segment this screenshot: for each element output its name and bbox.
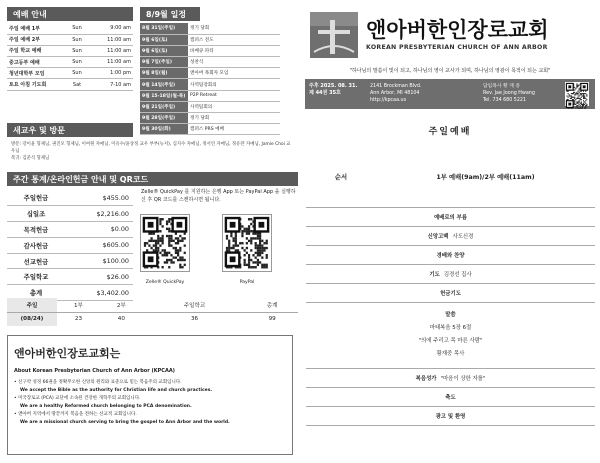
church-logo-icon: [310, 12, 358, 58]
attendance-table: [7, 298, 298, 326]
offering-label: 선교헌금: [7, 253, 65, 269]
attendance-value: 99: [268, 316, 276, 323]
visitors-note: 복귀: 김준석 형제님: [11, 156, 50, 161]
about-title: 앤아버한인장로교회는: [14, 347, 121, 360]
worship-name: 토요 아침 기도회: [7, 79, 65, 90]
church-qr-pattern: [565, 82, 589, 110]
pastor-info: [483, 83, 535, 104]
schedule-date: 9월 7일(주일): [140, 57, 188, 68]
zelle-qr-code: [140, 214, 190, 272]
worship-row: [7, 34, 133, 45]
church-qr-code: [565, 82, 589, 106]
schedule-row: [140, 23, 280, 34]
worship-name: 주일 학교 예배: [7, 45, 65, 56]
schedule-event: 앤아버 목회자 모임: [188, 68, 280, 79]
service-item-label: 헌금기도: [440, 291, 461, 297]
worship-name: 주일 예배 2부: [7, 34, 65, 45]
worship-time: 11:00 am: [89, 57, 133, 68]
bulletin-info-bar: [305, 79, 595, 109]
attendance-header: 총계: [246, 298, 298, 312]
about-box: [7, 335, 293, 455]
schedule-row: [140, 57, 280, 68]
monthly-schedule-title: 8/9월 일정: [140, 7, 200, 21]
schedule-date: 9월 14일(주일): [140, 79, 188, 90]
service-item-row: [306, 208, 595, 227]
schedule-row: [140, 79, 280, 90]
service-item-label: 경배와 찬양: [436, 253, 465, 259]
benediction-label: 축도: [445, 395, 456, 401]
church-name-english: KOREAN PRESBYTERIAN CHURCH OF ANN ARBOR: [366, 44, 548, 51]
worship-schedule-title: 예배 안내: [7, 7, 133, 21]
schedule-date: 9월 30일(화): [140, 124, 188, 135]
offering-amount: $0.00: [65, 222, 133, 238]
worship-day: Sun: [65, 34, 89, 45]
phone: Tel. 734 680 5221: [483, 98, 527, 103]
attendance-date: (08/24): [7, 312, 57, 326]
schedule-date: 9월 6일(토): [140, 45, 188, 56]
attendance-label: 주일: [7, 298, 57, 312]
church-name-korean: 앤아버한인장로교회: [366, 18, 549, 42]
monthly-schedule: [140, 7, 298, 135]
worship-time: 11:00 am: [89, 45, 133, 56]
announcements-row: [306, 407, 595, 426]
service-item-label: 신앙고백: [427, 234, 449, 240]
schedule-event: 캠퍼스 전도: [188, 34, 280, 45]
schedule-date: 9월 15-18일(월-목): [140, 90, 188, 101]
service-header-row: [306, 146, 595, 208]
about-line: • 신구약 성경 66권을 정확무오한 신앙의 원리와 표준으로 믿는 복음주의 교회입니다.: [14, 380, 182, 385]
worship-name: 청년대학부 모임: [7, 68, 65, 79]
offering-section: [7, 172, 298, 298]
bulletin-number: 제 44권 35호: [309, 90, 341, 96]
offering-amount: $100.00: [65, 253, 133, 269]
right-column: [300, 0, 600, 463]
offering-row: [7, 237, 133, 253]
worship-name: 중고등부 예배: [7, 57, 65, 68]
service-item-row: [306, 227, 595, 246]
about-line: We are a healthy Reformed church belonging to PCA denomination.: [20, 404, 192, 409]
paypal-qr-pattern: [223, 215, 271, 271]
worship-day: Sun: [65, 68, 89, 79]
offering-label: 주일학교: [7, 269, 65, 285]
order-of-service: [306, 146, 595, 426]
schedule-date: 9월 6일(토): [140, 34, 188, 45]
offering-amount: $455.00: [65, 190, 133, 206]
worship-time: 7-10 am: [89, 79, 133, 90]
offering-row: [7, 206, 133, 222]
order-value: 1부 예배(9am)/2부 예배(11am): [436, 174, 535, 181]
schedule-row: [140, 90, 280, 101]
offering-table: [7, 190, 133, 301]
attendance-header: 주일학교: [143, 298, 246, 312]
announcements-label: 광고 및 환영: [435, 414, 466, 420]
schedule-event: 성찬식: [188, 57, 280, 68]
schedule-event: 정기 당회: [188, 113, 280, 124]
worship-day: Sat: [65, 79, 89, 90]
worship-row: [7, 68, 133, 79]
service-title: 주일예배: [428, 127, 472, 137]
worship-row: [7, 45, 133, 56]
offering-label: 주일헌금: [7, 190, 65, 206]
service-item-label: 기도: [429, 272, 440, 278]
worship-time: 9:00 am: [89, 23, 133, 34]
online-giving-note: Zelle® QuickPay 를 지원하는 은행 App 또는 PayPal App 을 실행하신 후 QR 코드를 스캔하시면 됩니다.: [141, 189, 296, 203]
visitors-text: 방문: 강이윤 형제님, 권진모 형제님, 이여원 자매님, 이유수/윤상정 교우 부부(뉴저), 심지수 자매님, 정서연 자매님, 정유란 자매님, Jamie Choi 교우님: [11, 142, 291, 154]
paypal-qr-code: [222, 214, 272, 272]
attendance-value: 23: [74, 316, 83, 323]
worship-row: [7, 23, 133, 34]
offering-label: 총계: [7, 285, 65, 301]
address-line: Ann Arbor, MI 48104: [370, 91, 420, 96]
worship-time: 11:00 am: [89, 34, 133, 45]
bulletin-info: [309, 83, 357, 97]
visitors-title: 새교우 및 방문: [7, 123, 133, 137]
sermon-title: "의에 주리고 목 마른 사람": [418, 338, 483, 344]
zelle-qr-pattern: [141, 215, 189, 271]
website: http://kpcaa.us: [370, 98, 407, 103]
service-item-row: [306, 284, 595, 303]
response-label: 복음성가: [415, 376, 437, 382]
schedule-event: P2P Retreat: [188, 90, 280, 101]
about-line: • 미국장로교 (PCA) 교단에 소속된 건강한 개혁주의 교회입니다.: [14, 396, 141, 401]
sermon-scripture: 마태복음 5장 6절: [429, 325, 472, 331]
offering-title: 주간 통계/온라인헌금 안내 및 QR코드: [7, 172, 298, 186]
schedule-row: [140, 101, 280, 112]
service-item-person: 사도신경: [452, 234, 474, 240]
attendance-value: 40: [117, 316, 125, 323]
response-song: "마음이 상한 자를": [440, 376, 486, 382]
offering-label: 목적헌금: [7, 222, 65, 238]
schedule-date: 9월 28일(주일): [140, 113, 188, 124]
bulletin-date: 주후 2025. 08. 31.: [309, 83, 358, 89]
offering-row: [7, 222, 133, 238]
schedule-row: [140, 68, 280, 79]
attendance-header: 1부: [57, 298, 100, 312]
offering-amount: $2,216.00: [65, 206, 133, 222]
offering-label: 감사헌금: [7, 237, 65, 253]
schedule-event: 사역팀회의: [188, 101, 280, 112]
worship-day: Sun: [65, 23, 89, 34]
service-item-row: [306, 246, 595, 265]
worship-day: Sun: [65, 45, 89, 56]
sermon-preacher: 황재중 목사: [436, 351, 465, 357]
offering-row: [7, 269, 133, 285]
service-item-person: 김경선 집사: [443, 272, 472, 278]
schedule-event: 사역팀장회의: [188, 79, 280, 90]
visitors-section: [7, 123, 298, 162]
worship-schedule-table: [7, 23, 133, 91]
order-label: 순서: [334, 174, 348, 181]
offering-row: [7, 190, 133, 206]
pastor-english: Rev. Jae Joong Hwang: [483, 91, 535, 96]
schedule-row: [140, 34, 280, 45]
schedule-event: 캠퍼스 PRS 예배: [188, 124, 280, 135]
address-line: 2141 Brockman Blvd.: [370, 84, 422, 89]
schedule-event: 정기 당회: [188, 23, 280, 34]
about-line: We are a missional church serving to bring the gospel to Ann Arbor and the world.: [20, 420, 230, 425]
worship-row: [7, 79, 133, 90]
worship-row: [7, 57, 133, 68]
worship-name: 주일 예배 1부: [7, 23, 65, 34]
schedule-event: 바베큐 파티: [188, 45, 280, 56]
about-subtitle: About Korean Presbyterian Church of Ann Arbor (KPCAA): [14, 368, 175, 374]
sermon-block: [306, 303, 595, 369]
church-motto: "하나님의 말씀이 빛이 되고, 하나님의 영이 교사가 되며, 하나님의 영광이 목적이 되는 교회": [349, 68, 551, 74]
schedule-date: 8월 31일(주일): [140, 23, 188, 34]
church-address: [370, 83, 421, 104]
pastor-korean: 담임목사 황 재 중: [483, 84, 521, 89]
worship-day: Sun: [65, 57, 89, 68]
offering-amount: $26.00: [65, 269, 133, 285]
attendance-value: 36: [190, 316, 199, 323]
offering-row: [7, 253, 133, 269]
benediction-row: [306, 388, 595, 407]
schedule-row: [140, 45, 280, 56]
worship-time: 1:00 pm: [89, 68, 133, 79]
offering-label: 십일조: [7, 206, 65, 222]
attendance-header: 2부: [100, 298, 143, 312]
monthly-schedule-table: [140, 23, 280, 135]
offering-amount: $605.00: [65, 237, 133, 253]
offering-amount: $3,402.00: [65, 285, 133, 301]
about-line: • 앤아버 지역에서 땅끝까지 복음을 전하는 선교적 교회입니다.: [14, 412, 137, 417]
schedule-date: 9월 21일(주일): [140, 101, 188, 112]
service-item-row: [306, 265, 595, 284]
about-line: We accept the Bible as the authority for Christian life and church practices.: [20, 388, 213, 393]
paypal-label: PayPal: [239, 280, 255, 285]
schedule-date: 9월 8일(월): [140, 68, 188, 79]
service-item-label: 예배로의 부름: [433, 215, 468, 221]
worship-schedule: [7, 7, 133, 91]
sermon-label: 말씀: [445, 312, 456, 318]
schedule-row: [140, 113, 280, 124]
zelle-label: Zelle® QuickPay: [145, 280, 185, 285]
response-song-row: [306, 369, 595, 388]
